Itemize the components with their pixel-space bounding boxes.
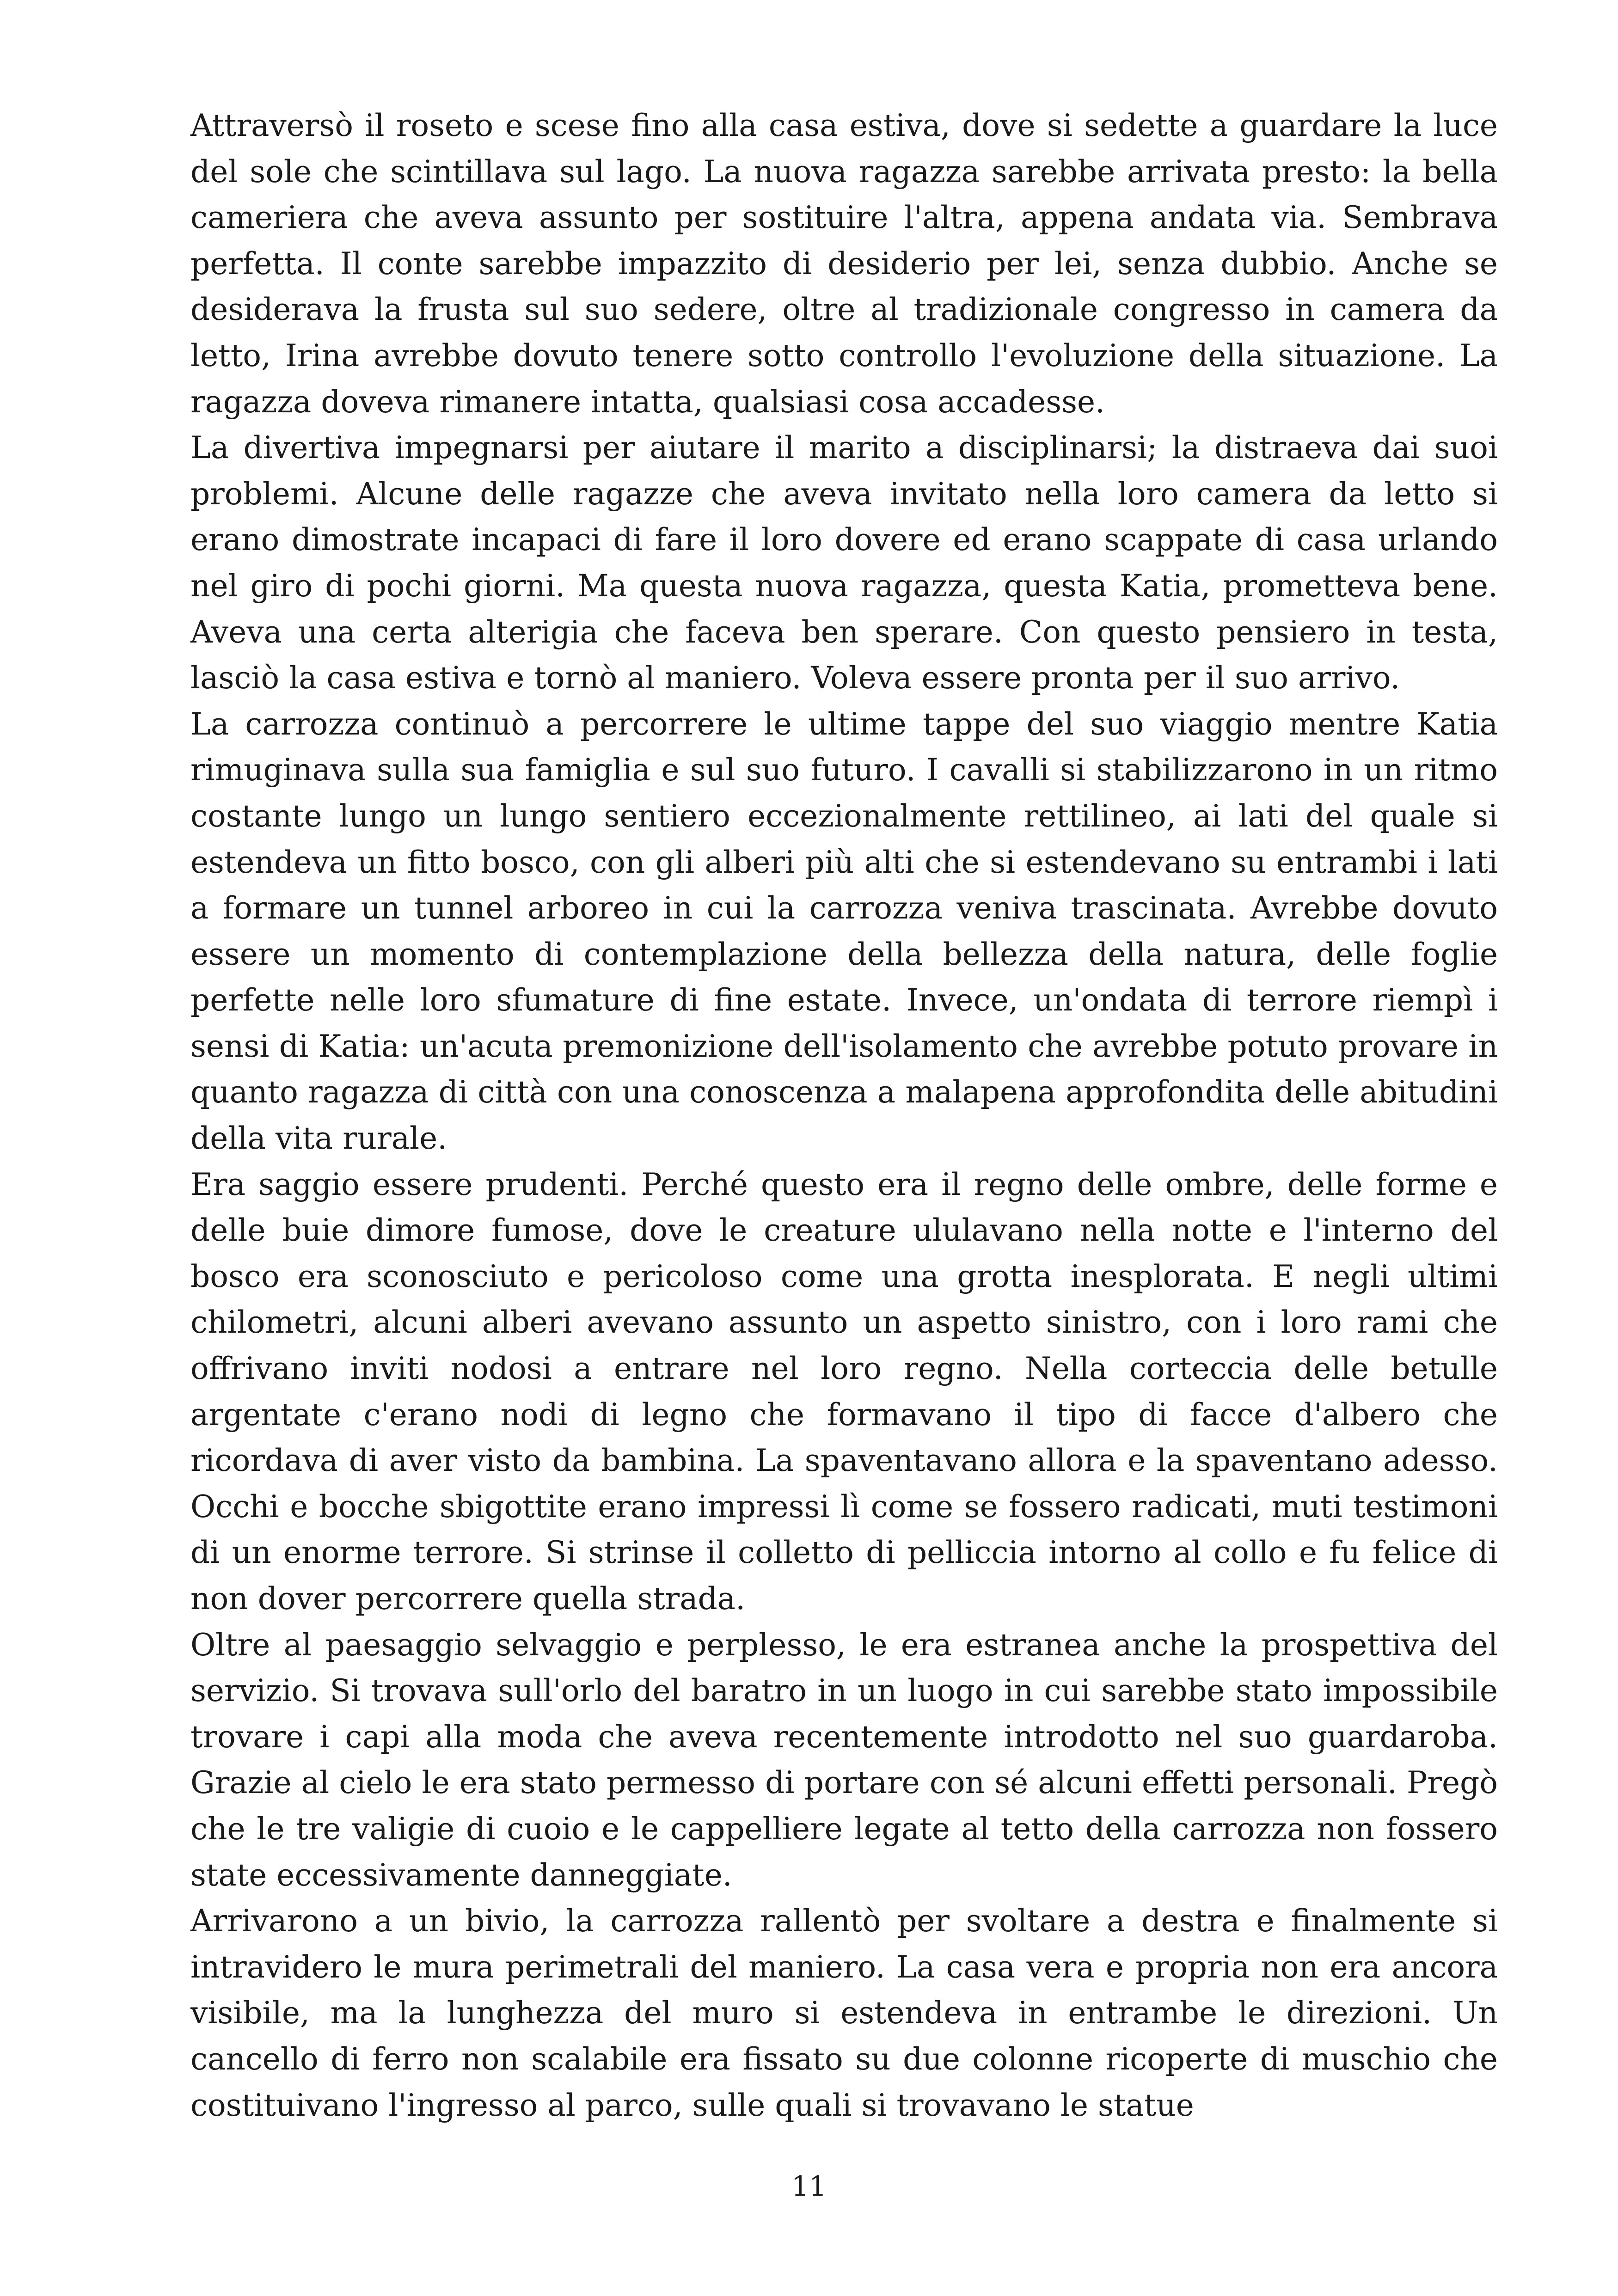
paragraph-3: La carrozza continuò a percorrere le ultime tappe del suo viaggio mentre Katia rimuginava sulla sua famiglia e sul suo futuro. I cavalli si stabilizzarono in un ritmo costante lungo un lungo sentiero eccezionalmente rettilineo, ai lati del quale si estendeva un fitto bosco, con gli alberi più alti che si estendevano su entrambi i lati a formare un tunnel arboreo in cui la carrozza veniva trascinata. Avrebbe dovuto essere un momento di contemplazione della bellezza della natura, delle foglie perfette nelle loro sfumature di fine estate. Invece, un'ondata di terrore riempì i sensi di Katia: un'acuta premonizione dell'isolamento che avrebbe potuto provare in quanto ragazza di città con una conoscenza a malapena approfondita delle abitudini della vita rurale. xyxy=(190,706,1498,1157)
body-text xyxy=(190,103,1498,2128)
paragraph-5: Oltre al paesaggio selvaggio e perplesso, le era estranea anche la prospettiva del servizio. Si trovava sull'orlo del baratro in un luogo in cui sarebbe stato impossibile trovare i capi alla moda che aveva recentemente introdotto nel suo guardaroba. Grazie al cielo le era stato permesso di portare con sé alcuni effetti personali. Pregò che le tre valigie di cuoio e le cappelliere legate al tetto della carrozza non fossero state eccessivamente danneggiate. xyxy=(190,1627,1498,1893)
page-number: 11 xyxy=(791,2170,827,2203)
paragraph-6: Arrivarono a un bivio, la carrozza rallentò per svoltare a destra e finalmente si intravidero le mura perimetrali del maniero. La casa vera e propria non era ancora visibile, ma la lunghezza del muro si estendeva in entrambe le direzioni. Un cancello di ferro non scalabile era fissato su due colonne ricoperte di muschio che costituivano l'ingresso al parco, sulle quali si trovavano le statue xyxy=(190,1903,1498,2123)
paragraph-1: Attraversò il roseto e scese fino alla casa estiva, dove si sedette a guardare la luce del sole che scintillava sul lago. La nuova ragazza sarebbe arrivata presto: la bella cameriera che aveva assunto per sostituire l'altra, appena andata via. Sembrava perfetta. Il conte sarebbe impazzito di desiderio per lei, senza dubbio. Anche se desiderava la frusta sul suo sedere, oltre al tradizionale congresso in camera da letto, Irina avrebbe dovuto tenere sotto controllo l'evoluzione della situazione. La ragazza doveva rimanere intatta, qualsiasi cosa accadesse. xyxy=(190,108,1498,420)
paragraph-2: La divertiva impegnarsi per aiutare il marito a disciplinarsi; la distraeva dai suoi problemi. Alcune delle ragazze che aveva invitato nella loro camera da letto si erano dimostrate incapaci di fare il loro dovere ed erano scappate di casa urlando nel giro di pochi giorni. Ma questa nuova ragazza, questa Katia, prometteva bene. Aveva una certa alterigia che faceva ben sperare. Con questo pensiero in testa, lasciò la casa estiva e tornò al maniero. Voleva essere pronta per il suo arrivo. xyxy=(190,430,1498,696)
paragraph-4: Era saggio essere prudenti. Perché questo era il regno delle ombre, delle forme e delle buie dimore fumose, dove le creature ululavano nella notte e l'interno del bosco era sconosciuto e pericoloso come una grotta inesplorata. E negli ultimi chilometri, alcuni alberi avevano assunto un aspetto sinistro, con i loro rami che offrivano inviti nodosi a entrare nel loro regno. Nella corteccia delle betulle argentate c'erano nodi di legno che formavano il tipo di facce d'albero che ricordava di aver visto da bambina. La spaventavano allora e la spaventano adesso. Occhi e bocche sbigottite erano impressi lì come se fossero radicati, muti testimoni di un enorme terrore. Si strinse il colletto di pelliccia intorno al collo e fu felice di non dover percorrere quella strada. xyxy=(190,1166,1498,1616)
